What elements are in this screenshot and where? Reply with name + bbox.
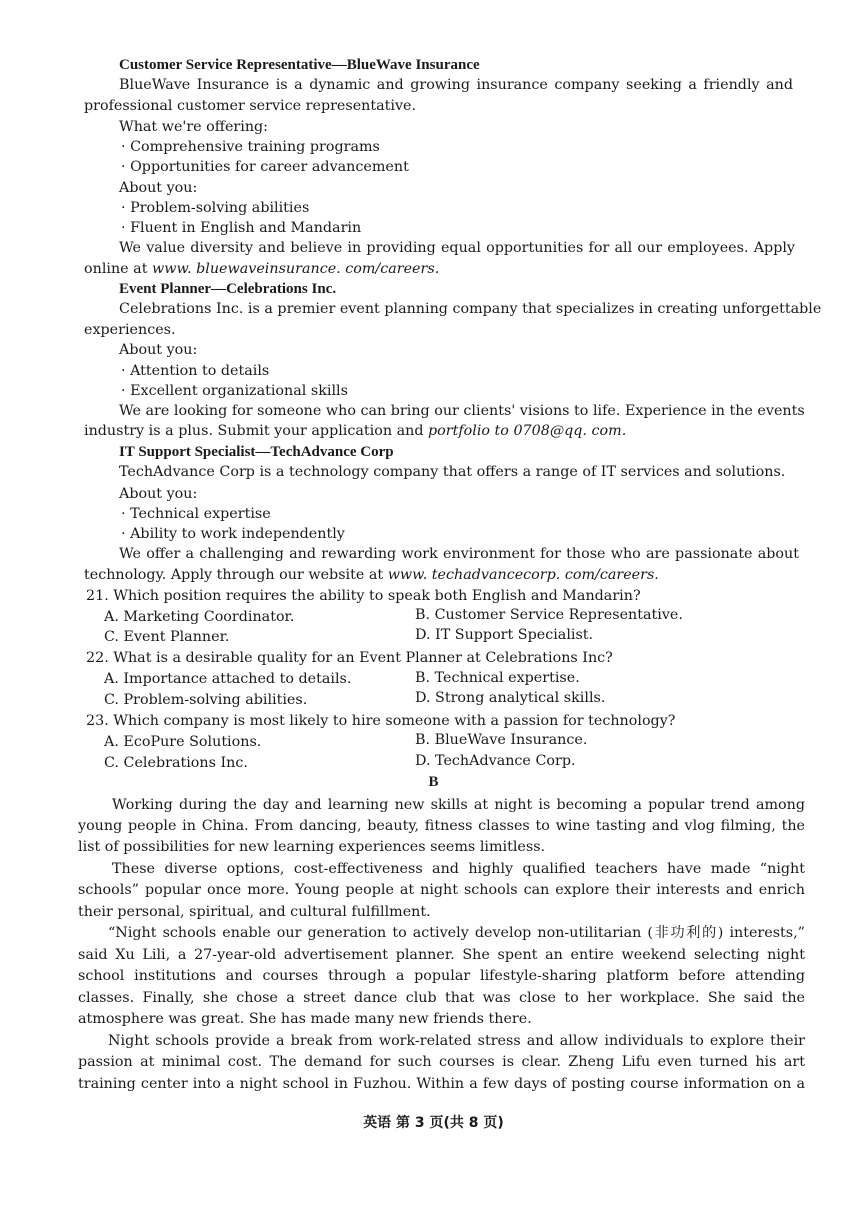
option-22-d: D. Strong analytical skills.	[415, 690, 606, 706]
section-label-b: B	[428, 774, 439, 790]
closing-line: online at www. bluewaveinsurance. com/careers.	[84, 261, 440, 277]
job-desc-line: Celebrations Inc. is a premier event planning company that specializes in creating unforgettable	[119, 301, 822, 317]
about-label: About you:	[119, 486, 198, 502]
passage-b-line: schools” popular once more. Young people at night schools can explore their interests and enrich	[78, 882, 805, 898]
passage-b-line: These diverse options, cost-effectiveness and highly qualified teachers have made “night	[112, 861, 805, 877]
careers-url: www. techadvancecorp. com/careers.	[387, 567, 659, 583]
passage-b-line: said Xu Lili, a 27-year-old advertisement planner. She spent an entire weekend selecting night	[78, 947, 805, 963]
passage-b-line: Working during the day and learning new skills at night is becoming a popular trend among	[112, 797, 805, 813]
job-desc-line: TechAdvance Corp is a technology company that offers a range of IT services and solutions.	[119, 464, 786, 480]
bullet-item: · Attention to details	[121, 363, 270, 379]
option-21-c: C. Event Planner.	[104, 629, 230, 645]
job-title-bluewave: Customer Service Representative—BlueWave Insurance	[119, 57, 480, 73]
option-23-a: A. EcoPure Solutions.	[104, 734, 262, 750]
passage-b-line: school institutions and courses through a popular lifestyle-sharing platform before attending	[78, 968, 805, 984]
option-21-a: A. Marketing Coordinator.	[104, 609, 295, 625]
passage-b-line: passion at minimal cost. The demand for such courses is clear. Zheng Lifu even turned his art	[78, 1054, 805, 1070]
option-22-b: B. Technical expertise.	[415, 670, 580, 686]
bullet-item: · Technical expertise	[121, 506, 271, 522]
passage-b-line: Night schools provide a break from work-related stress and allow individuals to explore their	[108, 1033, 805, 1049]
job-desc-line: experiences.	[84, 322, 176, 338]
passage-b-line: their personal, spiritual, and cultural fulfillment.	[78, 904, 431, 920]
passage-b-line: training center into a night school in Fuzhou. Within a few days of posting course information on a	[78, 1076, 805, 1092]
offering-label: What we're offering:	[119, 119, 268, 135]
page-footer: 英语 第 3 页(共 8 页)	[363, 1115, 504, 1131]
closing-line: industry is a plus. Submit your application and portfolio to 0708@qq. com.	[84, 423, 627, 439]
careers-url: www. bluewaveinsurance. com/careers.	[152, 261, 440, 277]
closing-line: We value diversity and believe in providing equal opportunities for all our employees. Apply	[119, 240, 795, 256]
option-21-b: B. Customer Service Representative.	[415, 607, 683, 623]
contact-email: portfolio to 0708@qq. com.	[428, 423, 627, 439]
about-label: About you:	[119, 342, 198, 358]
about-label: About you:	[119, 180, 198, 196]
bullet-item: · Fluent in English and Mandarin	[121, 220, 362, 236]
question-22: 22. What is a desirable quality for an Event Planner at Celebrations Inc?	[86, 650, 613, 666]
closing-line: We offer a challenging and rewarding work environment for those who are passionate about	[119, 546, 799, 562]
job-title-celebrations: Event Planner—Celebrations Inc.	[119, 281, 337, 297]
question-21: 21. Which position requires the ability to speak both English and Mandarin?	[86, 588, 641, 604]
bullet-item: · Problem-solving abilities	[121, 200, 310, 216]
passage-b-line: atmosphere was great. She has made many new friends there.	[78, 1011, 532, 1027]
passage-b-line: “Night schools enable our generation to actively develop non-utilitarian (非功利的) interests,”	[108, 925, 805, 941]
question-23: 23. Which company is most likely to hire someone with a passion for technology?	[86, 713, 676, 729]
option-22-c: C. Problem-solving abilities.	[104, 692, 308, 708]
passage-b-line: young people in China. From dancing, beauty, fitness classes to wine tasting and vlog filming, the	[78, 818, 805, 834]
bullet-item: · Excellent organizational skills	[121, 383, 348, 399]
option-22-a: A. Importance attached to details.	[104, 671, 352, 687]
passage-b-line: list of possibilities for new learning experiences seems limitless.	[78, 839, 546, 855]
bullet-item: · Opportunities for career advancement	[121, 159, 409, 175]
closing-line: We are looking for someone who can bring our clients' visions to life. Experience in the events	[119, 403, 805, 419]
option-23-c: C. Celebrations Inc.	[104, 755, 248, 771]
passage-b-line: classes. Finally, she chose a street dance club that was close to her workplace. She said the	[78, 990, 805, 1006]
job-title-techadvance: IT Support Specialist—TechAdvance Corp	[119, 444, 394, 460]
option-21-d: D. IT Support Specialist.	[415, 627, 594, 643]
option-23-b: B. BlueWave Insurance.	[415, 732, 588, 748]
option-23-d: D. TechAdvance Corp.	[415, 753, 576, 769]
job-desc-line: professional customer service representative.	[84, 98, 417, 114]
closing-line: technology. Apply through our website at www. techadvancecorp. com/careers.	[84, 567, 659, 583]
job-desc-line: BlueWave Insurance is a dynamic and growing insurance company seeking a friendly and	[119, 77, 793, 93]
bullet-item: · Ability to work independently	[121, 526, 345, 542]
bullet-item: · Comprehensive training programs	[121, 139, 380, 155]
